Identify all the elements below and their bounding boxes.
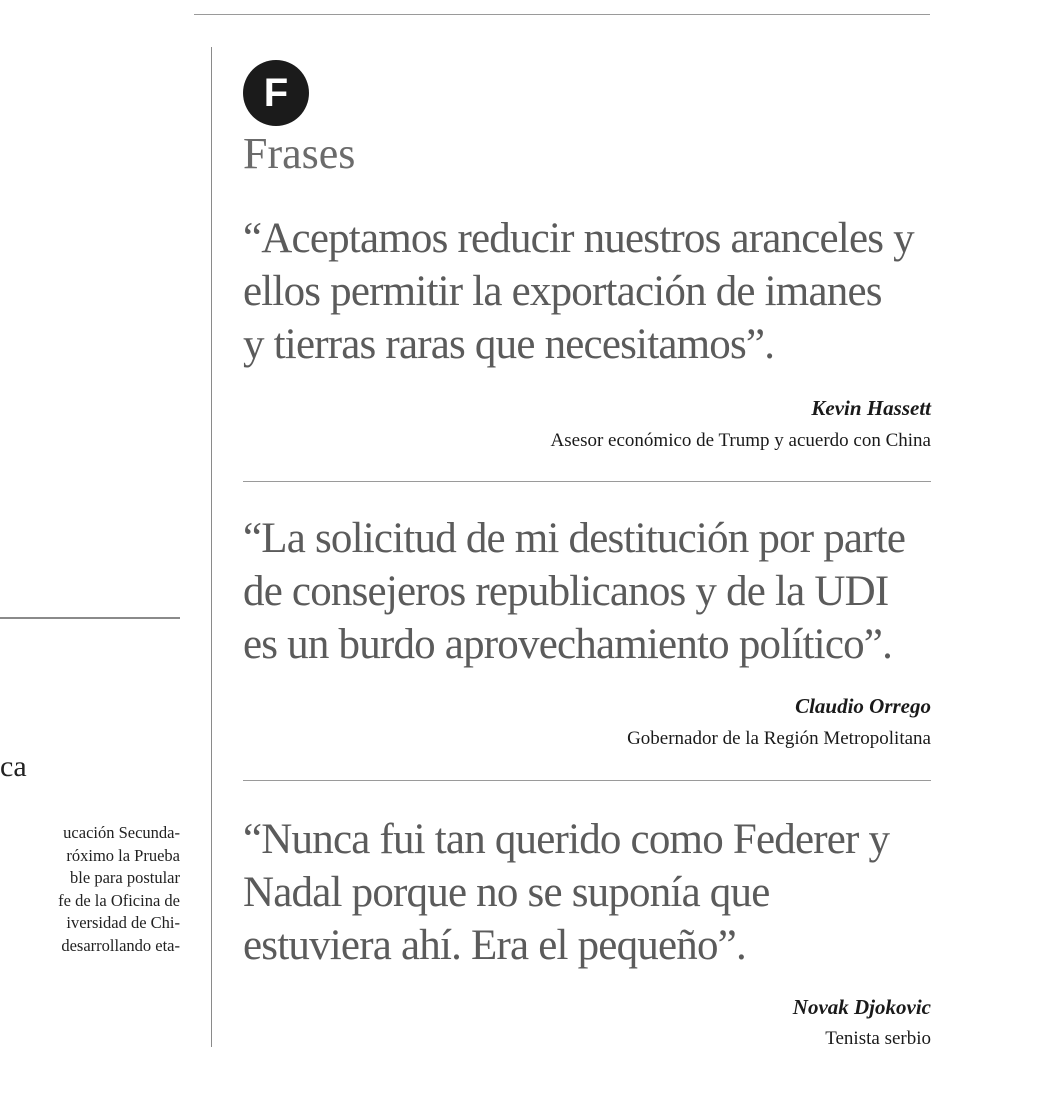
left-column-line: ucación Secunda- <box>63 823 180 842</box>
left-column-body <box>0 822 180 957</box>
quote-1 <box>243 212 938 371</box>
left-column-line: ble para postular <box>70 868 180 887</box>
quote-line: “Aceptamos reducir nuestros aranceles y <box>243 215 914 262</box>
top-rule <box>194 14 930 15</box>
quote-author: Novak Djokovic <box>792 995 931 1019</box>
section-title: Frases <box>243 129 356 178</box>
quote-author-role: Asesor económico de Trump y acuerdo con China <box>550 430 931 451</box>
quote-line: Nadal porque no se suponía que <box>243 869 770 916</box>
quote-author: Claudio Orrego <box>795 694 931 718</box>
quote-2 <box>243 512 938 671</box>
left-column-line: desarrollando eta- <box>61 935 180 955</box>
left-column-line: iversidad de Chi- <box>66 913 180 932</box>
quote-line: ellos permitir la exportación de imanes <box>243 268 882 315</box>
quote-author-role: Gobernador de la Región Metropolitana <box>627 728 931 749</box>
quote-author-role: Tenista serbio <box>825 1028 931 1049</box>
section-badge: F <box>243 60 309 126</box>
left-column-heading: ca <box>0 750 27 783</box>
quote-line: “Nunca fui tan querido como Federer y <box>243 816 890 863</box>
quote-line: es un burdo aprovechamiento político”. <box>243 621 893 668</box>
quote-3 <box>243 813 938 972</box>
left-column-line: róximo la Prueba <box>66 845 180 865</box>
quote-separator <box>243 481 931 482</box>
left-column-rule <box>0 617 180 619</box>
quote-line: y tierras raras que necesitamos”. <box>243 321 775 368</box>
quote-line: de consejeros republicanos y de la UDI <box>243 568 889 615</box>
quote-separator <box>243 780 931 781</box>
quote-line: “La solicitud de mi destitución por parte <box>243 515 906 562</box>
column-divider <box>211 47 212 1047</box>
quote-author: Kevin Hassett <box>811 396 931 420</box>
left-column-line: fe de la Oficina de <box>58 890 180 910</box>
quote-line: estuviera ahí. Era el pequeño”. <box>243 922 746 969</box>
